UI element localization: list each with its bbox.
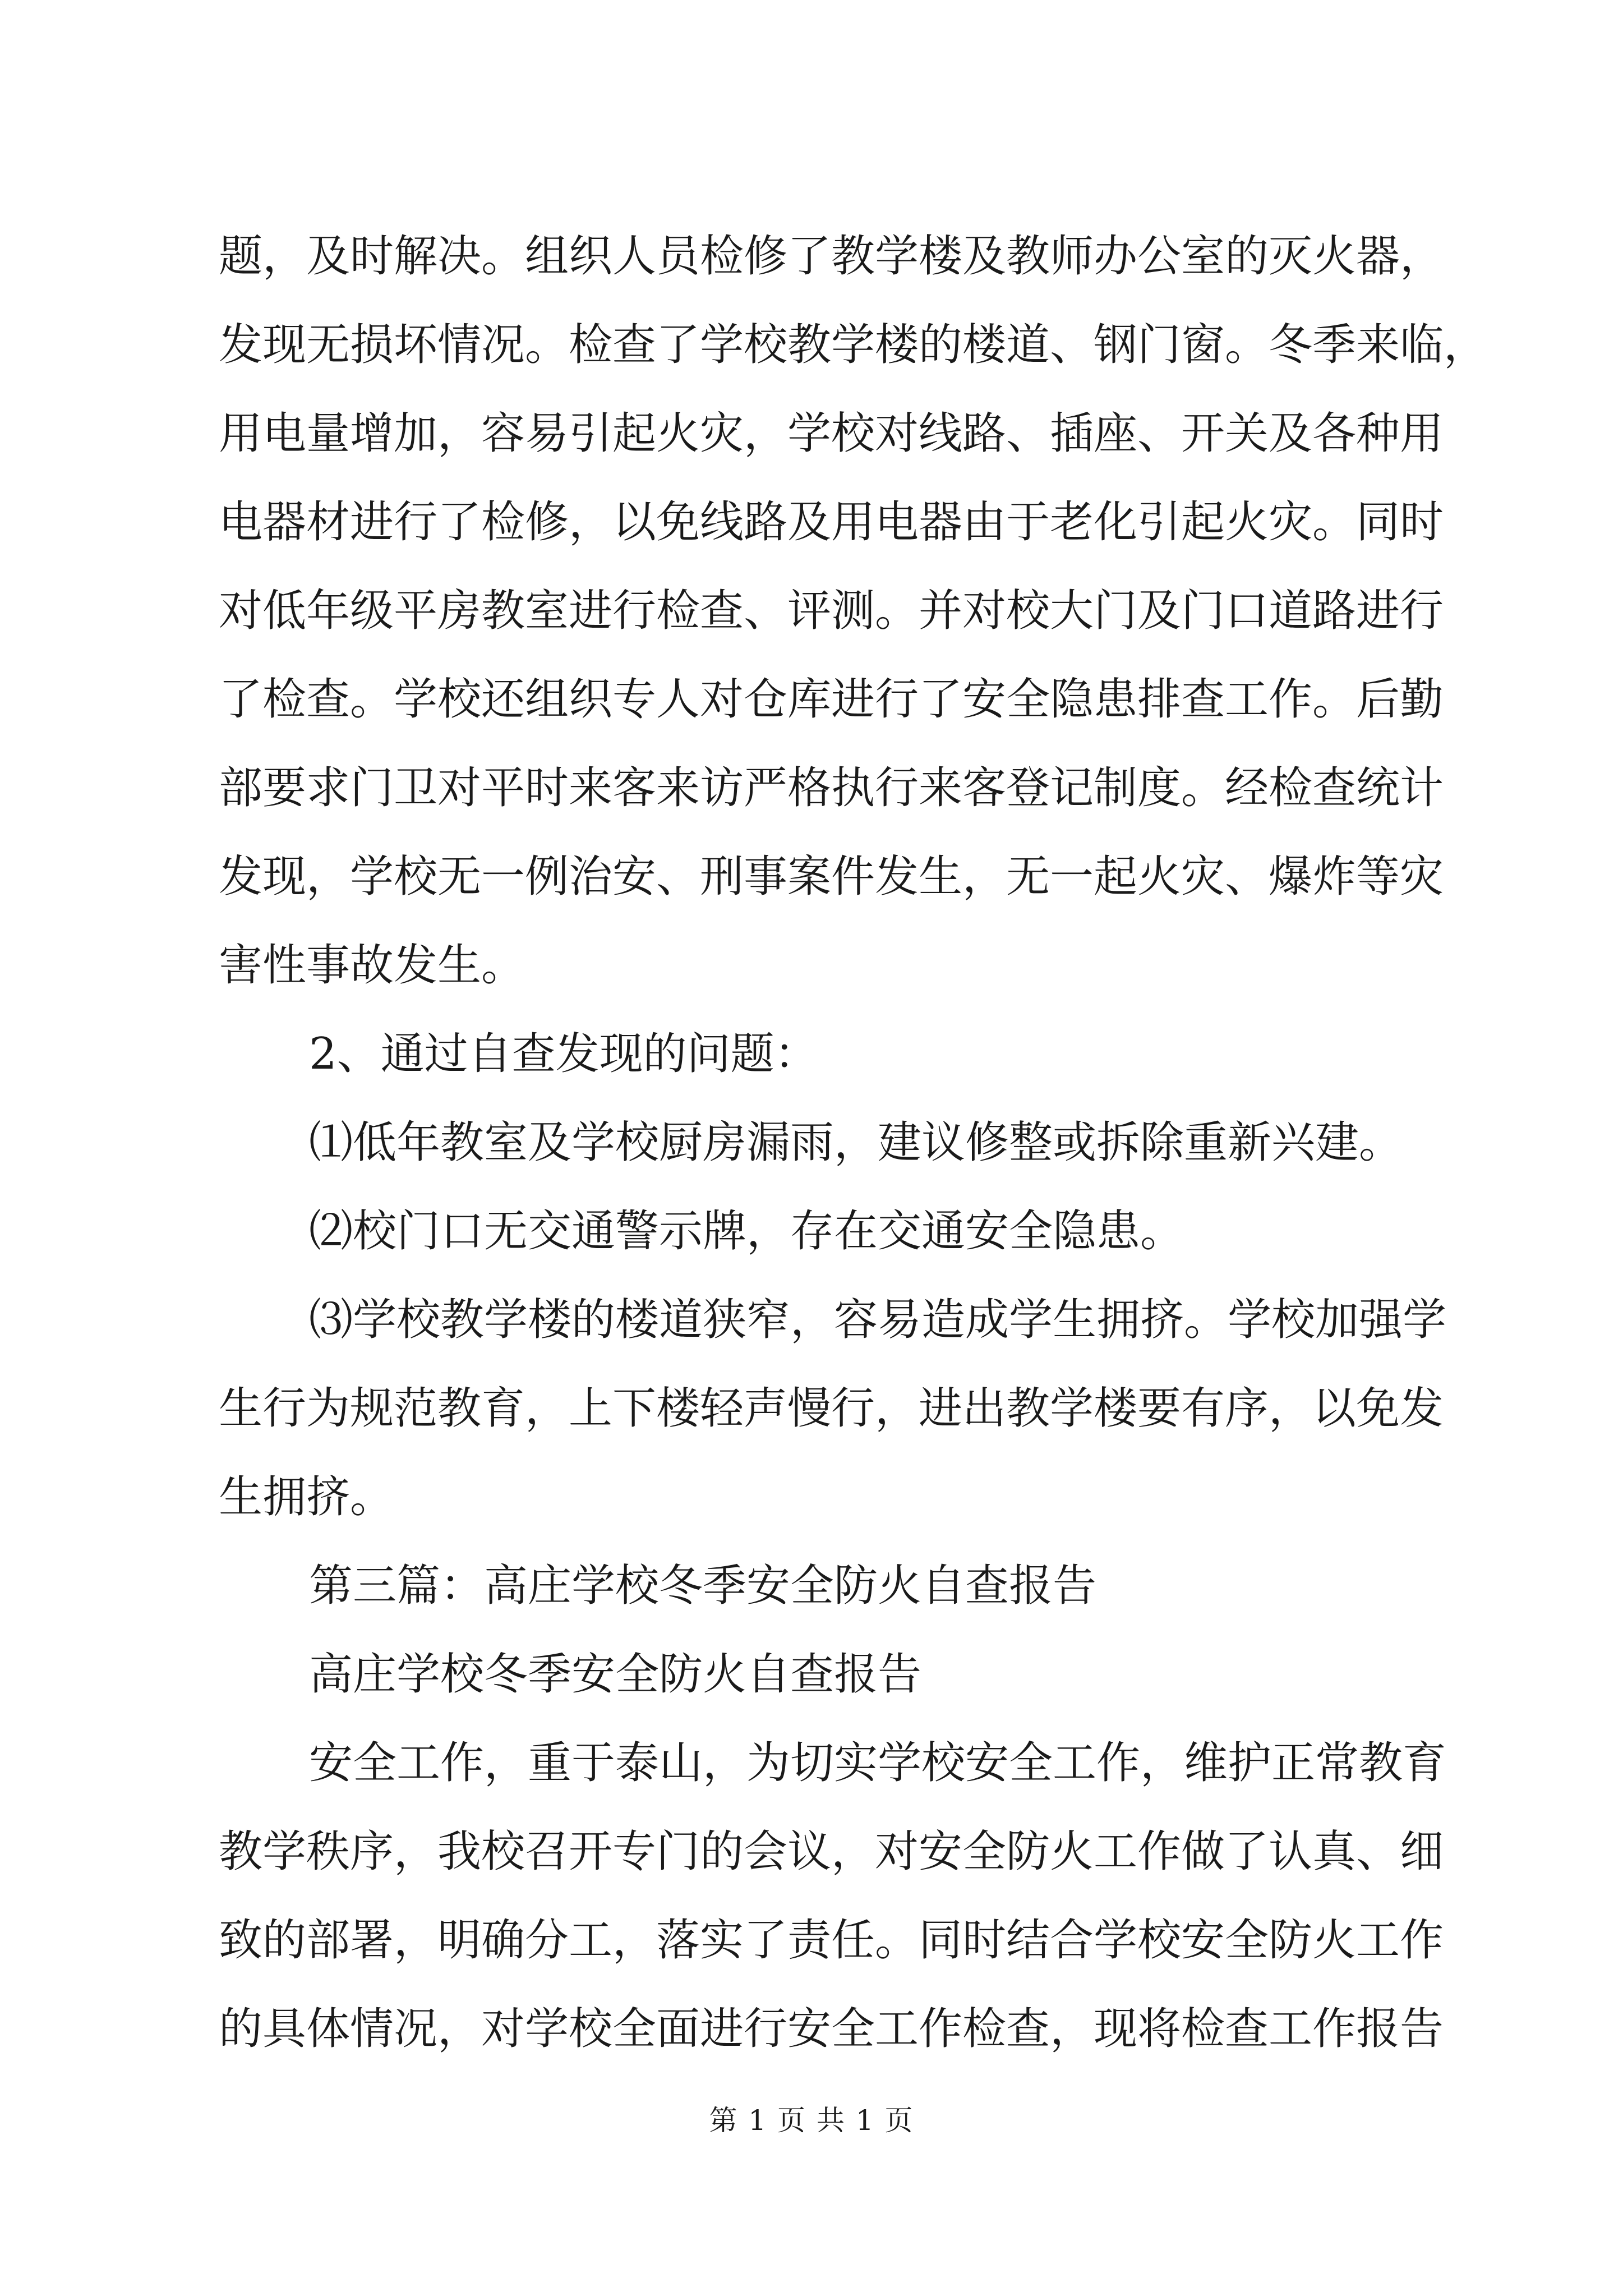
text-line: 害性事故发生。: [219, 940, 525, 991]
text-line: ⑴低年教室及学校厨房漏雨，建议修整或拆除重新兴建。: [309, 1117, 1403, 1168]
text-line: 致的部署，明确分工，落实了责任。同时结合学校安全防火工作: [219, 1915, 1444, 1966]
text-line: 了检查。学校还组织专人对仓库进行了安全隐患排查工作。后勤: [219, 674, 1444, 725]
text-line: 教学秩序，我校召开专门的会议，对安全防火工作做了认真、细: [219, 1826, 1444, 1877]
text-line: 生行为规范教育，上下楼轻声慢行，进出教学楼要有序，以免发: [219, 1383, 1444, 1434]
text-line: 生拥挤。: [219, 1472, 394, 1522]
text-line: 对低年级平房教室进行检查、评测。并对校大门及门口道路进行: [219, 586, 1444, 636]
text-line: 第三篇：高庄学校冬季安全防火自查报告: [309, 1561, 1097, 1611]
page-footer: 第 1 页 共 1 页: [709, 2104, 914, 2137]
text-line: 安全工作，重于泰山，为切实学校安全工作，维护正常教育: [309, 1738, 1447, 1788]
text-line: 用电量增加，容易引起火灾，学校对线路、插座、开关及各种用: [219, 408, 1444, 459]
text-line: 发现无损坏情况。检查了学校教学楼的楼道、钢门窗。冬季来临，: [219, 320, 1488, 370]
text-line: 2、通过自查发现的问题：: [309, 1029, 818, 1079]
text-line: 电器材进行了检修，以免线路及用电器由于老化引起火灾。同时: [219, 497, 1444, 547]
text-line: 高庄学校冬季安全防火自查报告: [309, 1649, 922, 1700]
text-line: ⑵校门口无交通警示牌，存在交通安全隐患。: [309, 1206, 1184, 1257]
text-line: ⑶学校教学楼的楼道狭窄，容易造成学生拥挤。学校加强学: [309, 1295, 1447, 1345]
text-line: 题，及时解决。组织人员检修了教学楼及教师办公室的灭火器，: [219, 231, 1444, 282]
text-line: 发现，学校无一例治安、刑事案件发生，无一起火灾、爆炸等灾: [219, 852, 1444, 902]
document-body: [219, 212, 1488, 2073]
text-line: 部要求门卫对平时来客来访严格执行来客登记制度。经检查统计: [219, 763, 1444, 813]
text-line: 的具体情况，对学校全面进行安全工作检查，现将检查工作报告: [219, 2004, 1444, 2054]
